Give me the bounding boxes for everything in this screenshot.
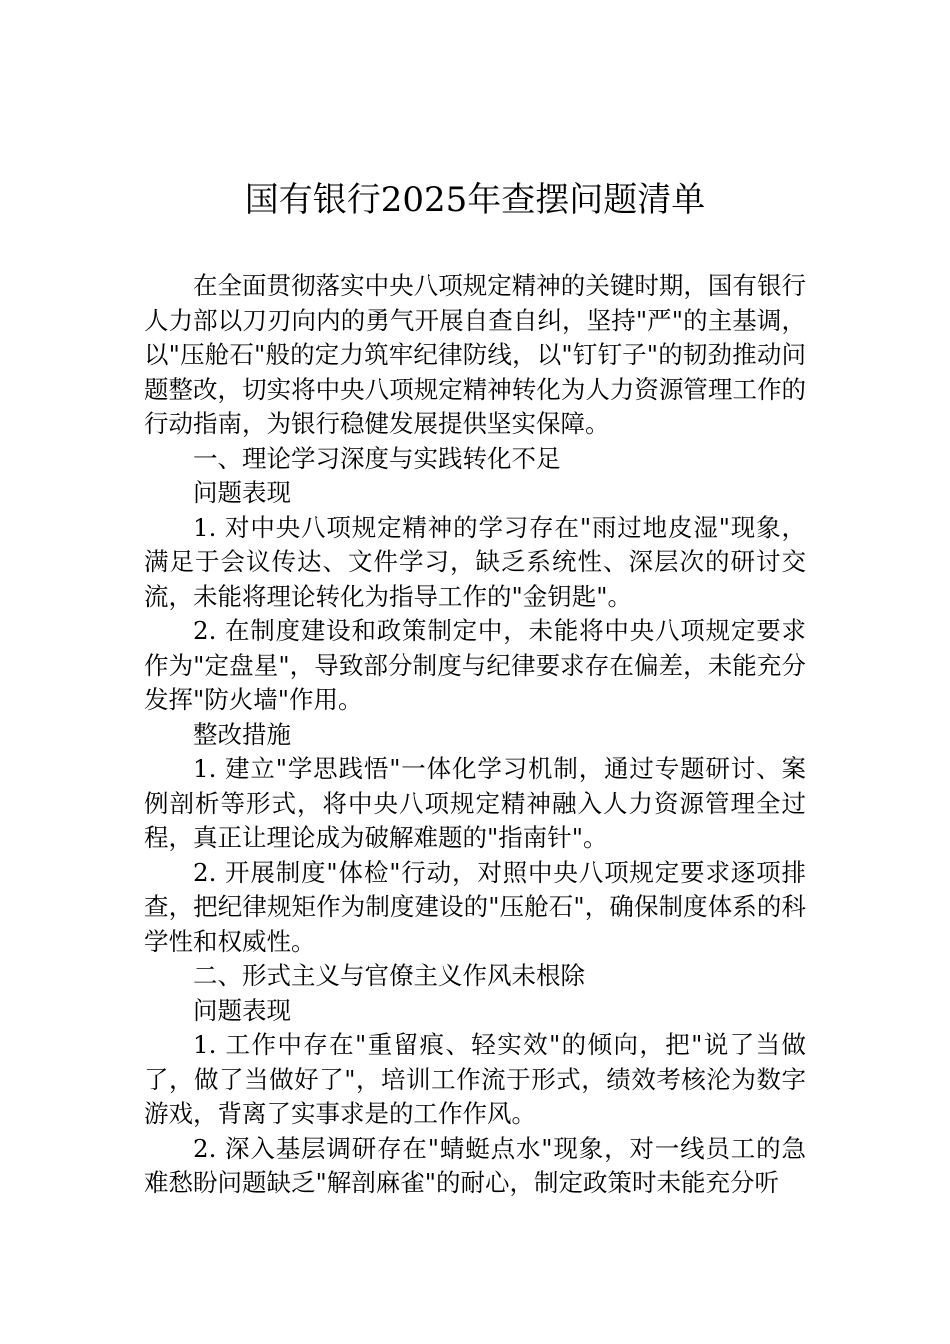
problem-item-1-2: 2. 在制度建设和政策制定中，未能将中央八项规定要求作为"定盘星"，导致部分制度与纪律要求存在偏差，未能充分发挥"防火墙"作用。 [144, 616, 806, 714]
problem-item-2-2: 2. 深入基层调研存在"蜻蜓点水"现象，对一线员工的急难愁盼问题缺乏"解剖麻雀"的耐心，制定政策时未能充分听 [144, 1133, 806, 1197]
intro-paragraph: 在全面贯彻落实中央八项规定精神的关键时期，国有银行人力部以刀刃向内的勇气开展自查自纠，坚持"严"的主基调，以"压舱石"般的定力筑牢纪律防线，以"钉钉子"的韧劲推动问题整改，切实将中央八项规定精神转化为人力资源管理工作的行动指南，为银行稳健发展提供坚实保障。 [144, 271, 806, 438]
document-body [144, 269, 806, 1201]
document-title: 国有银行2025年查摆问题清单 [244, 180, 706, 220]
measure-item-1-2: 2. 开展制度"体检"行动，对照中央八项规定要求逐项排查，把纪律规矩作为制度建设的"压舱石"，确保制度体系的科学性和权威性。 [144, 857, 806, 956]
subheading-problems-2: 问题表现 [193, 995, 291, 1025]
subheading-measures-1: 整改措施 [193, 719, 291, 749]
problem-item-2-1: 1. 工作中存在"重留痕、轻实效"的倾向，把"说了当做了，做了当做好了"，培训工作流于形式，绩效考核沦为数字游戏，背离了实事求是的工作作风。 [144, 1030, 806, 1128]
measure-item-1-1: 1. 建立"学思践悟"一体化学习机制，通过专题研讨、案例剖析等形式，将中央八项规定精神融入人力资源管理全过程，真正让理论成为破解难题的"指南针"。 [144, 754, 806, 852]
subheading-problems-1: 问题表现 [193, 478, 291, 507]
section-heading-2: 二、形式主义与官僚主义作风未根除 [193, 961, 585, 990]
problem-item-1-1: 1. 对中央八项规定精神的学习存在"雨过地皮湿"现象，满足于会议传达、文件学习，缺乏系统性、深层次的研讨交流，未能将理论转化为指导工作的"金钥匙"。 [144, 512, 806, 611]
section-heading-1: 一、理论学习深度与实践转化不足 [193, 443, 561, 473]
